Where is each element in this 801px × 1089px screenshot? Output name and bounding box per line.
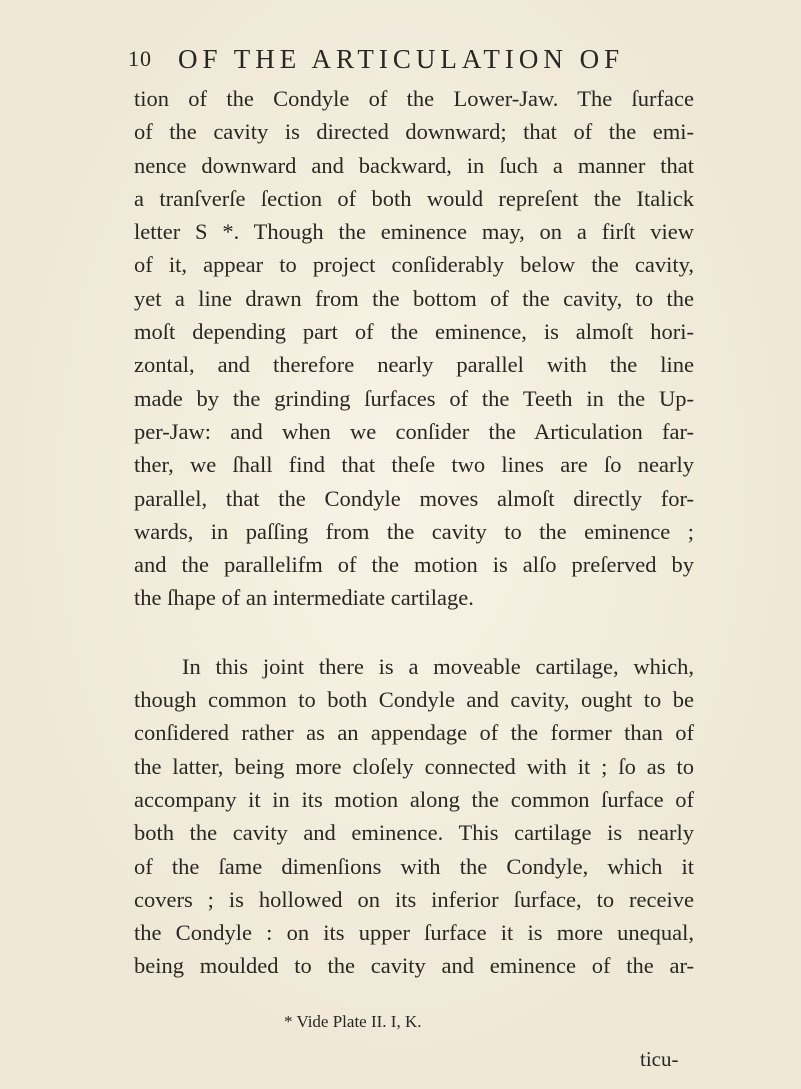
text-line: a tranſverſe ſection of both would repreſent the Italick (134, 185, 694, 211)
catchword: ticu- (640, 1047, 679, 1071)
page-header (128, 44, 688, 78)
text-line: In this joint there is a moveable cartilage, which, (182, 653, 694, 679)
text-line: of it, appear to project conſiderably below the cavity, (134, 252, 694, 278)
text-line: wards, in paſſing from the cavity to the eminence ; (134, 518, 694, 544)
text-line: being moulded to the cavity and eminence of the ar- (134, 953, 694, 979)
text-line: accompany it in its motion along the common ſurface of (134, 786, 694, 812)
paragraph-break (134, 615, 694, 650)
text-line: the ſhape of an intermediate cartilage. (134, 585, 474, 611)
text-line: zontal, and therefore nearly parallel with the line (134, 352, 694, 378)
text-line: moſt depending part of the eminence, is almoſt hori- (134, 319, 694, 345)
text-line: though common to both Condyle and cavity, ought to be (134, 687, 694, 713)
paragraph-1 (134, 82, 694, 615)
page-number: 10 (128, 46, 152, 71)
running-head: OF THE ARTICULATION OF (178, 44, 625, 74)
text-line: of the ſame dimenſions with the Condyle, which it (134, 853, 694, 879)
text-line: made by the grinding ſurfaces of the Teeth in the Up- (134, 385, 694, 411)
text-line: yet a line drawn from the bottom of the cavity, to the (134, 285, 694, 311)
text-line: letter S *. Though the eminence may, on a firſt view (134, 219, 694, 245)
footnote: * Vide Plate II. I, K. (284, 1012, 422, 1031)
paragraph-2 (134, 650, 694, 983)
text-line: tion of the Condyle of the Lower-Jaw. The ſurface (134, 86, 694, 111)
text-line: parallel, that the Condyle moves almoſt directly for- (134, 485, 694, 511)
text-line: per-Jaw: and when we conſider the Articulation far- (134, 418, 694, 444)
text-line: the latter, being more cloſely connected with it ; ſo as to (134, 753, 694, 779)
body-text (134, 82, 694, 983)
text-line: conſidered rather as an appendage of the former than of (134, 720, 694, 746)
text-line: ther, we ſhall find that theſe two lines are ſo nearly (134, 452, 694, 478)
text-line: and the parallelifm of the motion is alſo preſerved by (134, 552, 694, 578)
text-line: the Condyle : on its upper ſurface it is more unequal, (134, 920, 694, 946)
text-line: both the cavity and eminence. This cartilage is nearly (134, 820, 694, 846)
text-line: nence downward and backward, in ſuch a manner that (134, 152, 694, 178)
text-line: covers ; is hollowed on its inferior ſurface, to receive (134, 886, 694, 912)
text-line: of the cavity is directed downward; that of the emi- (134, 119, 694, 145)
